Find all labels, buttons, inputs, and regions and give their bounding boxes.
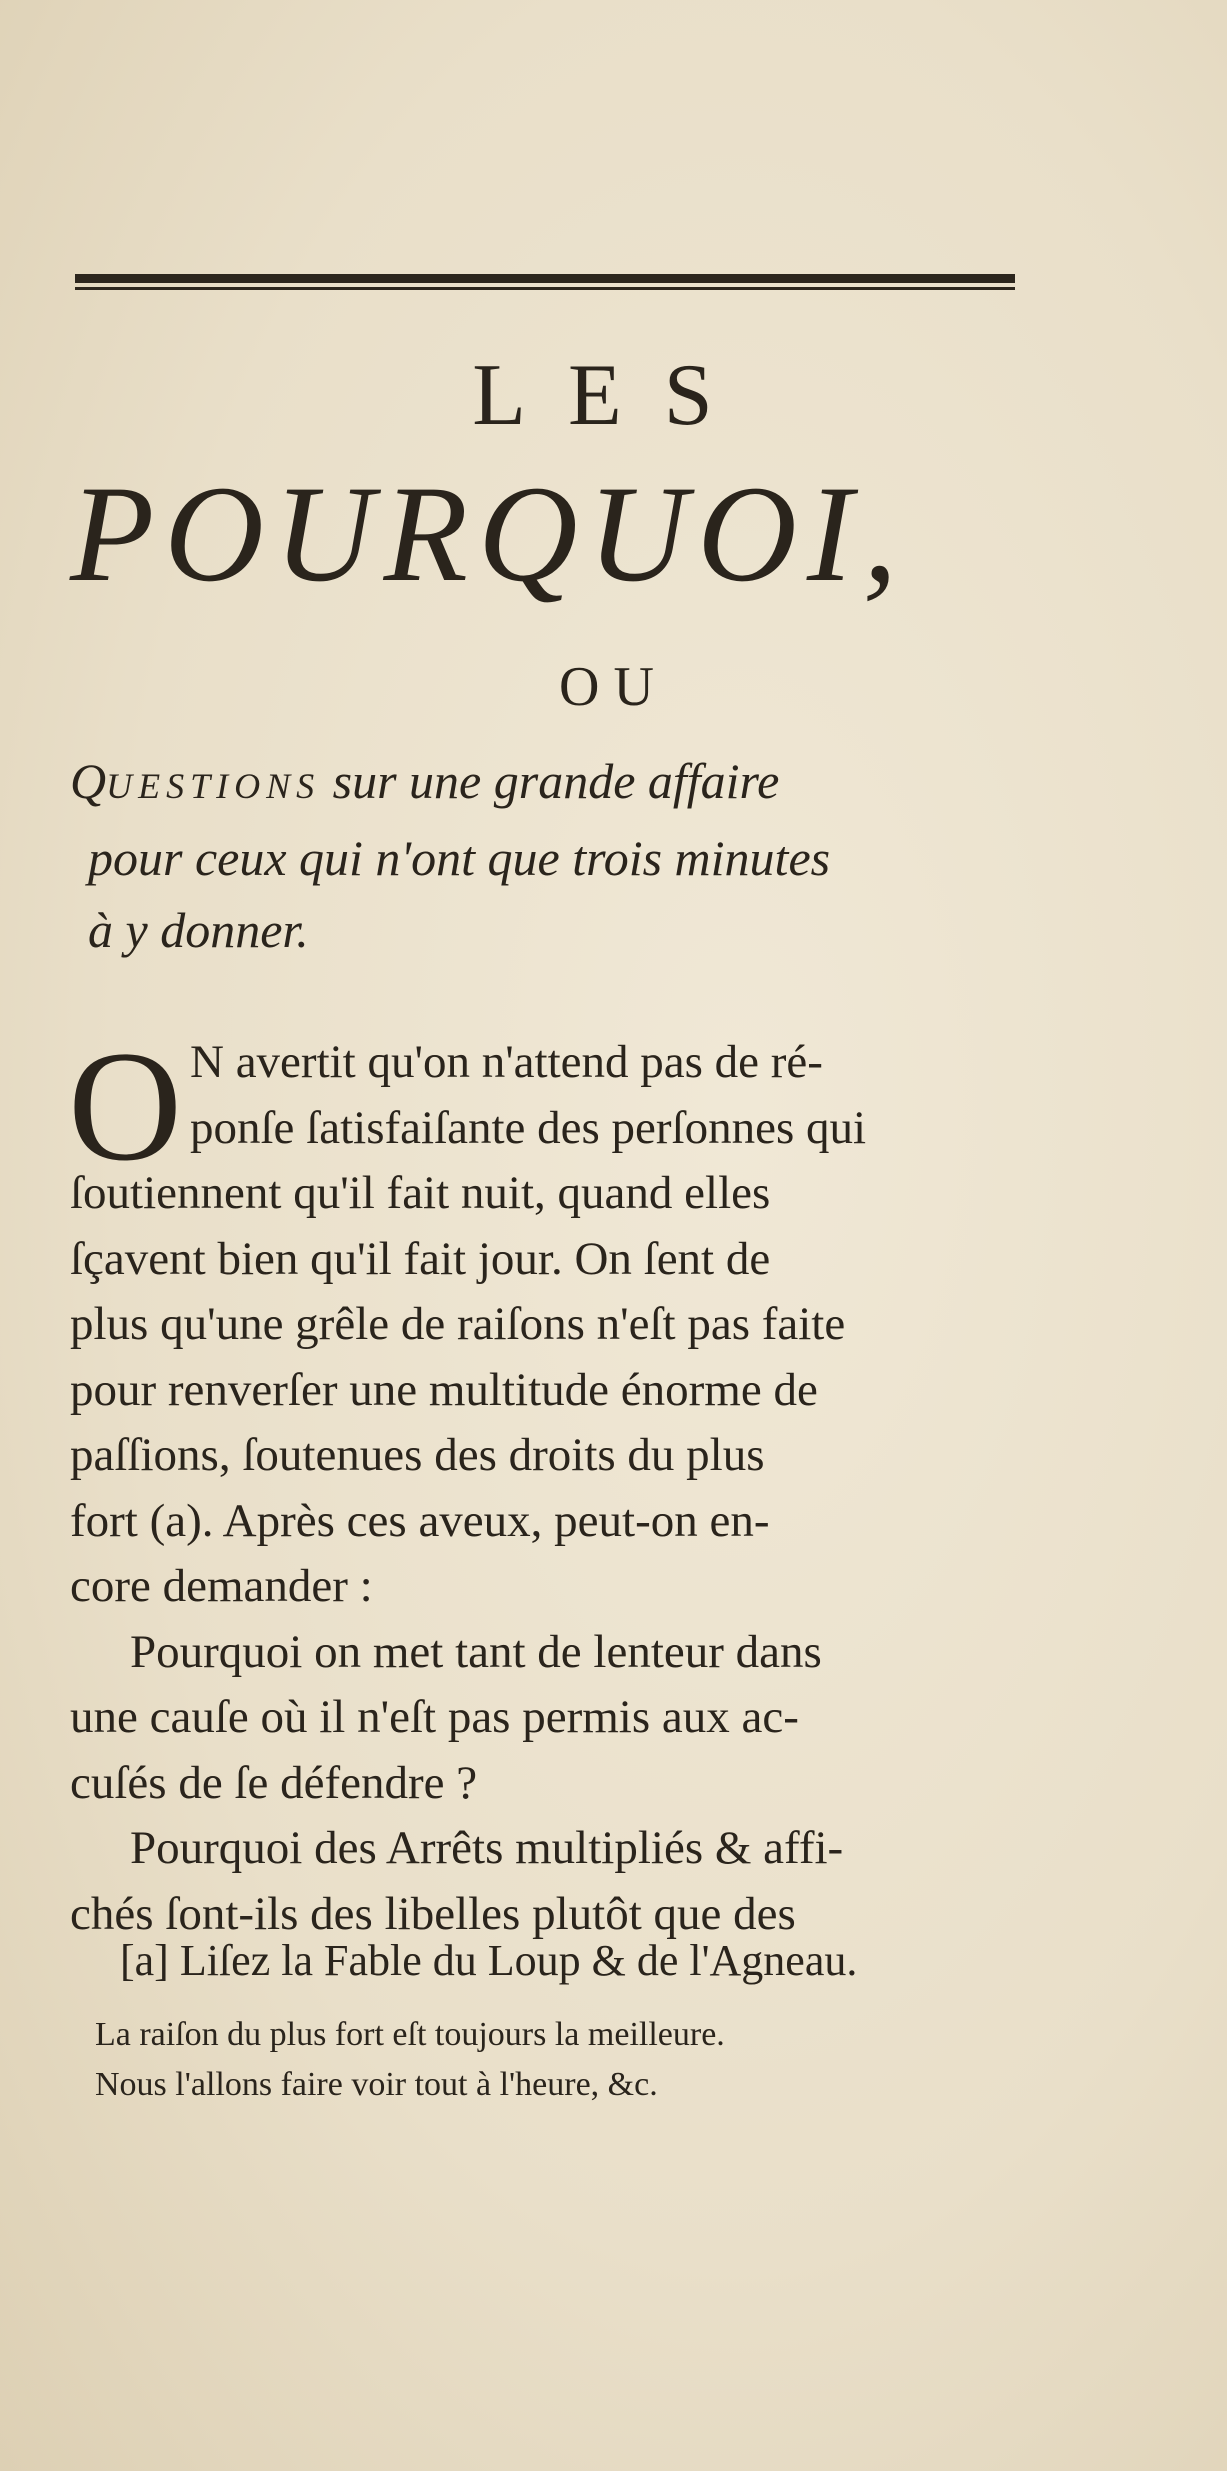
title-pourquoi: POURQUOI,	[70, 457, 908, 610]
body-line: une cauſe où il n'eſt pas permis aux ac-	[70, 1691, 799, 1743]
body-line: ſoutiennent qu'il fait nuit, quand elles	[70, 1167, 771, 1219]
rule-thick	[75, 274, 1015, 283]
subtitle-line-1-rest: sur une grande affaire	[320, 753, 780, 809]
subtitle-line-2: pour ceux qui n'ont que trois minutes	[88, 830, 831, 886]
footnote: [a] Liſez la Fable du Loup & de l'Agneau.	[120, 1936, 858, 1985]
body-line: core demander :	[70, 1560, 373, 1612]
drop-cap: O	[68, 1019, 183, 1194]
subtitle-line-1	[70, 745, 1070, 822]
subtitle	[70, 745, 1070, 966]
body-line: Pourquoi on met tant de lenteur dans	[130, 1625, 822, 1678]
subtitle-initial: Q	[70, 753, 107, 809]
subtitle-smallcaps: UESTIONS	[106, 766, 321, 806]
quote-line: La raiſon du plus fort eſt toujours la meilleure.	[95, 2016, 725, 2053]
quote-line: Nous l'allons faire voir tout à l'heure, &c.	[95, 2066, 658, 2103]
title-rule	[75, 270, 1015, 292]
body-line: plus qu'une grêle de raiſons n'eſt pas faite	[70, 1298, 846, 1350]
body-line: ponſe ſatisfaiſante des perſonnes qui	[190, 1101, 867, 1154]
body-text	[68, 1019, 1055, 1947]
title-les: LES	[472, 347, 755, 444]
body-line: N avertit qu'on n'attend pas de ré-	[190, 1036, 823, 1088]
body-line: paſſions, ſoutenues des droits du plus	[70, 1429, 765, 1481]
body-line: ſçavent bien qu'il fait jour. On ſent de	[70, 1232, 771, 1285]
fable-quote	[95, 2010, 995, 2110]
body-line: Pourquoi des Arrêts multipliés & affi-	[130, 1822, 844, 1874]
title-ou: OU	[559, 656, 668, 718]
subtitle-line-3: à y donner.	[88, 902, 309, 958]
body-line: pour renverſer une multitude énorme de	[70, 1363, 818, 1416]
body-line: chés ſont-ils des libelles plutôt que des	[70, 1887, 796, 1940]
rule-thin	[75, 287, 1015, 290]
body-line: fort (a). Après ces aveux, peut-on en-	[70, 1494, 770, 1547]
body-line: cuſés de ſe défendre ?	[70, 1756, 478, 1809]
